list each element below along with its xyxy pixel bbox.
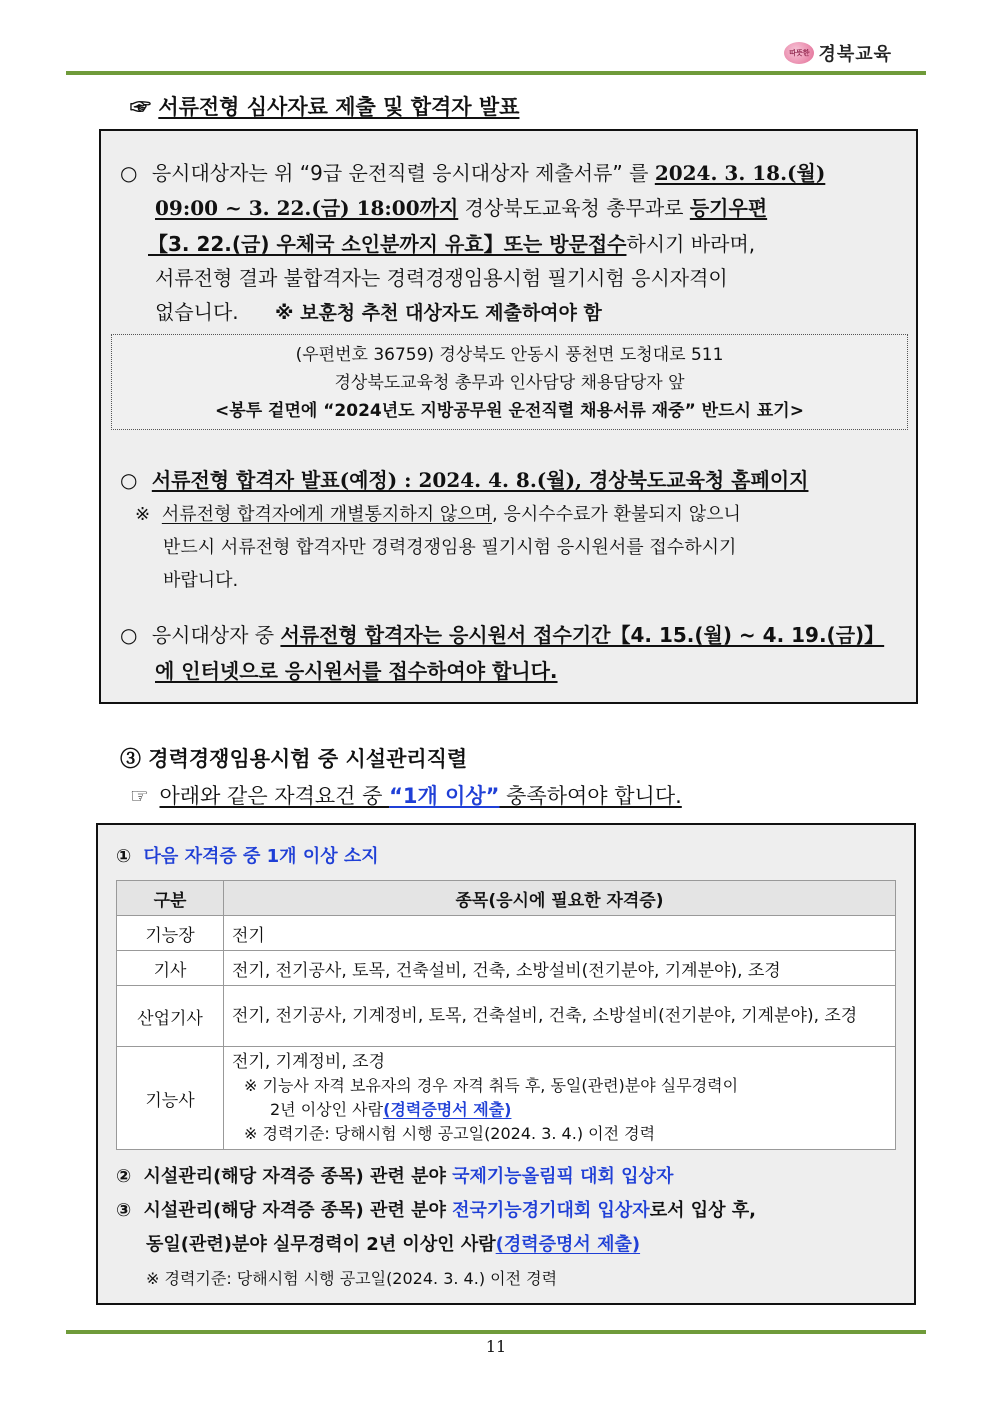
p2-note-line1: ※ 서류전형 합격자에게 개별통지하지 않으며, 응시수수료가 환불되지 않으니 (135, 504, 741, 525)
section-3-heading: ③ 경력경쟁임용시험 중 시설관리직렬 (120, 746, 468, 771)
section-doc-title: ☞ 서류전형 심사자료 제출 및 합격자 발표 (130, 94, 520, 119)
item3-line2: 동일(관련)분야 실무경력이 2년 이상인 사람(경력증명서 제출) (146, 1234, 641, 1255)
p3-line1: ○ 응시대상자 중 서류전형 합격자는 응시원서 접수기간【4. 15.(월) ~ 4. 19.(금)】 (120, 623, 885, 647)
pointing-hand-icon: ☞ (130, 94, 151, 119)
table-row (117, 916, 896, 951)
item1: ① 다음 자격증 중 1개 이상 소지 (116, 846, 379, 867)
item2: ② 시설관리(해당 자격증 종목) 관련 분야 국제기능올림픽 대회 입상자 (116, 1166, 674, 1187)
mailing-address-box (111, 334, 908, 430)
table-row (117, 986, 896, 1047)
recipient-line: 경상북도교육청 총무과 인사담당 채용담당자 앞 (334, 373, 685, 393)
header-rule (66, 71, 926, 75)
envelope-notice: <봉투 겉면에 “2024년도 지방공무원 운전직렬 채용서류 재중” 반드시 표기> (215, 401, 804, 421)
table-cell-items: 전기, 전기공사, 기계정비, 토목, 건축설비, 건축, 소방설비(전기분야, 기계분야), 조경 (224, 986, 896, 1047)
footer-rule (66, 1330, 926, 1334)
p1-line4: 서류전형 결과 불합격자는 경력경쟁임용시험 필기시험 응시자격이 (155, 266, 728, 290)
p1-line5: 없습니다. ※ 보훈청 추천 대상자도 제출하여야 함 (155, 300, 602, 324)
logo-text: 경북교육 (818, 44, 892, 65)
table-cell-category: 기능사 (117, 1047, 224, 1150)
table-note: 2년 이상인 사람(경력증명서 제출) (270, 1100, 512, 1119)
p2-line: ○ 서류전형 합격자 발표(예정) : 2024. 4. 8.(월), 경상북도교육청 홈페이지 (120, 468, 809, 492)
table-cell-category: 산업기사 (117, 986, 224, 1047)
table-cell-category: 기능장 (117, 916, 224, 951)
table-cell-category: 기사 (117, 951, 224, 986)
certificate-table (116, 880, 896, 1150)
p2-note-line3: 바랍니다. (163, 570, 239, 591)
pointing-hand-icon: ☞ (130, 784, 149, 808)
table-header-row (117, 881, 896, 916)
career-note: ※ 경력기준: 당해시험 시행 공고일(2024. 3. 4.) 이전 경력 (146, 1269, 558, 1288)
p1-line2: 09:00 ~ 3. 22.(금) 18:00까지 경상북도교육청 총무과로 등기우편 (155, 196, 768, 220)
p3-line2: 에 인터넷으로 응시원서를 접수하여야 합니다. (155, 659, 558, 683)
p1-line3: 【3. 22.(금) 우체국 소인분까지 유효】또는 방문접수하시기 바라며, (148, 232, 756, 256)
address-line: (우편번호 36759) 경상북도 안동시 풍천면 도청대로 511 (295, 345, 724, 365)
header-logo (784, 40, 892, 66)
logo-emblem: 따뜻한 (784, 42, 814, 64)
table-header: 종목(응시에 필요한 자격증) (224, 881, 896, 916)
p1-line1: ○ 응시대상자는 위 “9급 운전직렬 응시대상자 제출서류” 를 2024. 3. 18.(월) (120, 161, 826, 185)
item3-line1: ③ 시설관리(해당 자격증 종목) 관련 분야 전국기능경기대회 입상자로서 입상 후, (116, 1200, 756, 1221)
circle-bullet: ○ (120, 468, 138, 492)
table-note: ※ 경력기준: 당해시험 시행 공고일(2024. 3. 4.) 이전 경력 (244, 1124, 656, 1143)
table-cell-items: 전기, 기계정비, 조경 ※ 기능사 자격 보유자의 경우 자격 취득 후, 동일(관련)분야 실무경력이 2년 이상인 사람(경력증명서 제출) ※ 경력기준: 당해시험 시행 공고일(2024. 3. 4.) 이전 경력 (224, 1047, 896, 1150)
table-note: ※ 기능사 자격 보유자의 경우 자격 취득 후, 동일(관련)분야 실무경력이 (244, 1076, 739, 1095)
circle-bullet: ○ (120, 161, 138, 185)
table-header: 구분 (117, 881, 224, 916)
p2-note-line2: 반드시 서류전형 합격자만 경력경쟁임용 필기시험 응시원서를 접수하시기 (163, 537, 737, 558)
page-number: 11 (485, 1337, 507, 1356)
table-row (117, 951, 896, 986)
table-row (117, 1047, 896, 1150)
circle-bullet: ○ (120, 623, 138, 647)
table-cell-items: 전기, 전기공사, 토목, 건축설비, 건축, 소방설비(전기분야, 기계분야), 조경 (224, 951, 896, 986)
table-cell-items: 전기 (224, 916, 896, 951)
section-3-subtitle: ☞ 아래와 같은 자격요건 중 “1개 이상” 충족하여야 합니다. (130, 784, 682, 808)
